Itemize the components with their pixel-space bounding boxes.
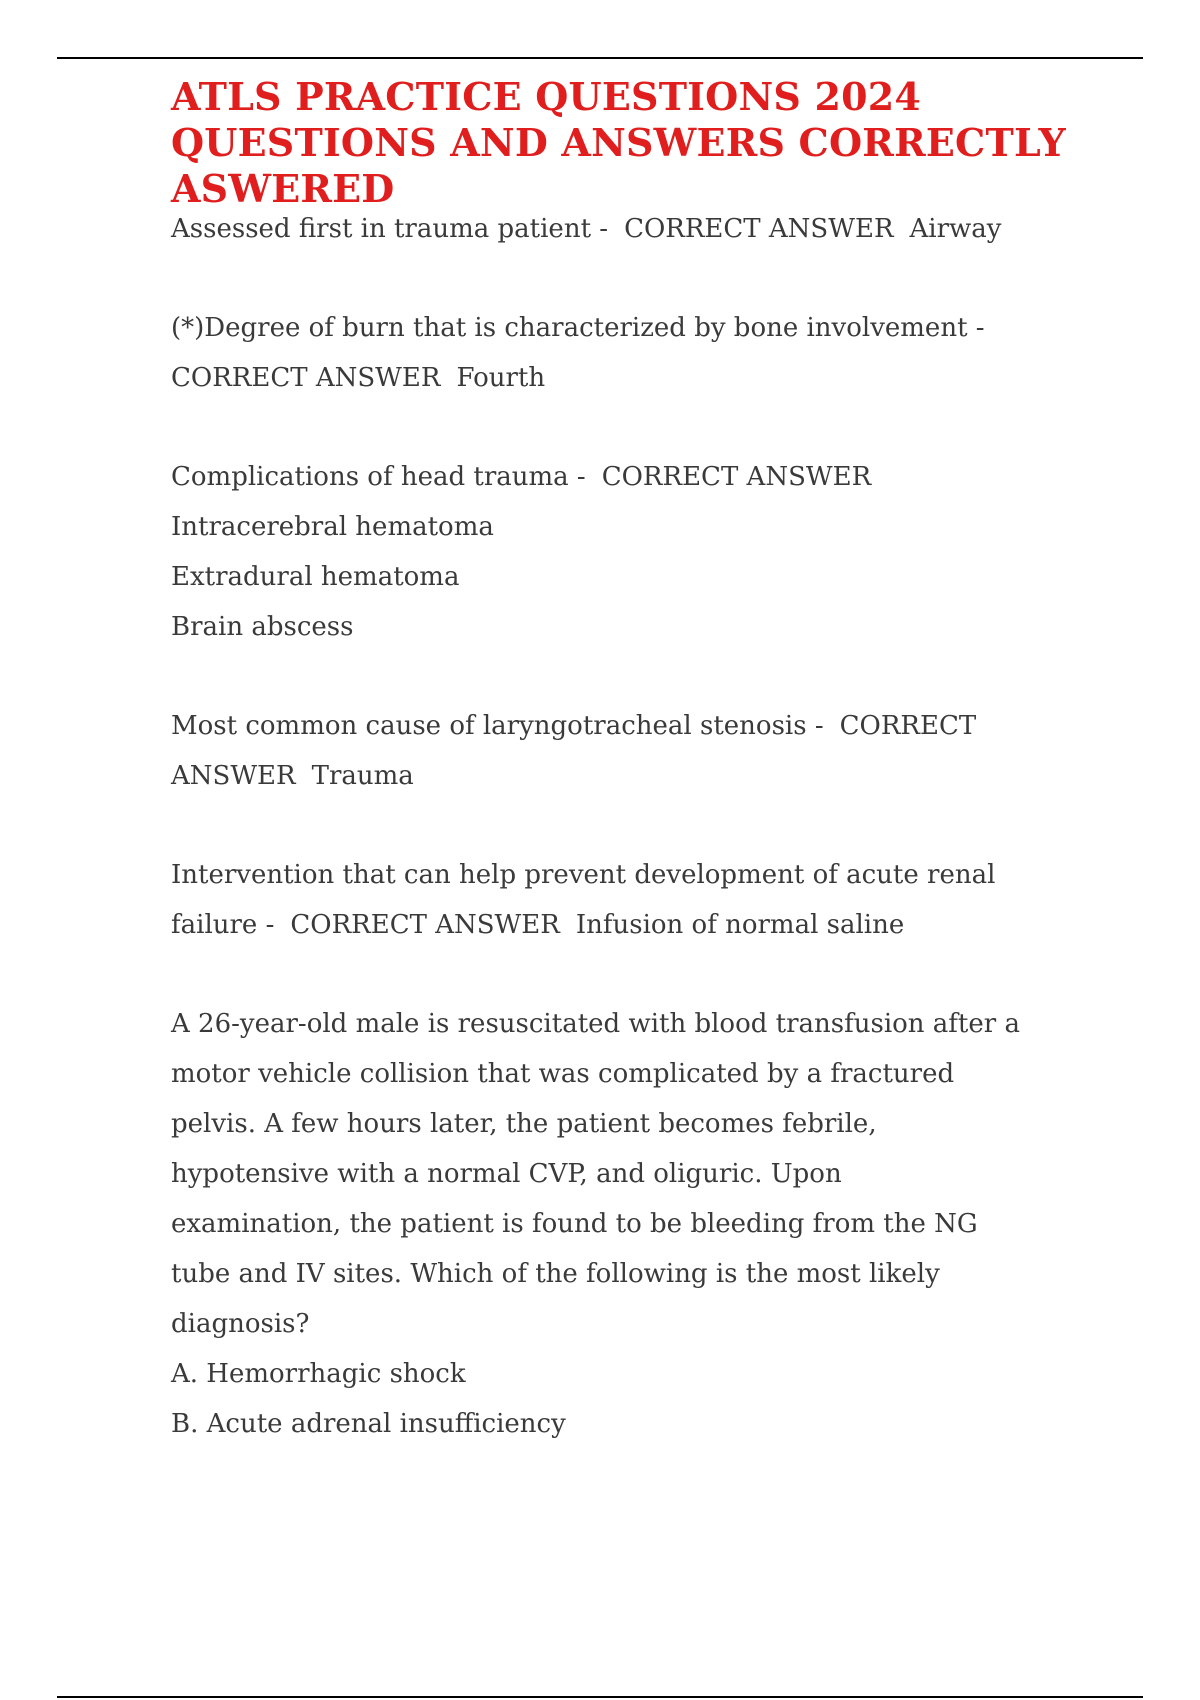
qa-line (171, 900, 1081, 950)
title-line: QUESTIONS AND ANSWERS CORRECTLY (171, 120, 1066, 165)
top-divider (57, 57, 1143, 59)
case-line: motor vehicle collision that was complicated by a fractured (171, 1059, 955, 1089)
question-text: Most common cause of laryngotracheal stenosis - (171, 711, 824, 741)
question-text: Intervention that can help prevent development of acute renal (171, 860, 996, 890)
qa-item (171, 303, 1081, 403)
question-text: (*)Degree of burn that is characterized by bone involvement - (171, 313, 985, 343)
qa-item (171, 452, 1081, 652)
title-line: ATLS PRACTICE QUESTIONS 2024 (171, 74, 922, 119)
answer-marker: CORRECT (839, 711, 977, 741)
qa-line (171, 204, 1081, 254)
qa-list (171, 204, 1081, 1449)
case-line: hypotensive with a normal CVP, and oliguric. Upon (171, 1159, 842, 1189)
case-line: diagnosis? (171, 1309, 310, 1339)
qa-line (171, 701, 1081, 751)
case-line: A 26-year-old male is resuscitated with blood transfusion after a (171, 1009, 1020, 1039)
answer-marker: CORRECT ANSWER (601, 462, 872, 492)
answer-text: Fourth (456, 363, 546, 393)
answer-option: A. Hemorrhagic shock (171, 1359, 466, 1389)
answer-marker: ANSWER (171, 761, 296, 791)
case-line: examination, the patient is found to be bleeding from the NG (171, 1209, 978, 1239)
answer-marker: CORRECT ANSWER (171, 363, 441, 393)
qa-item (171, 204, 1081, 254)
document-title (171, 74, 1081, 212)
case-line: pelvis. A few hours later, the patient becomes febrile, (171, 1109, 877, 1139)
answer-text: Intracerebral hematoma (171, 512, 494, 542)
case-line: tube and IV sites. Which of the following is the most likely (171, 1259, 940, 1289)
document-body (171, 74, 1081, 1449)
qa-line (171, 353, 1081, 403)
answer-text: Airway (909, 214, 1002, 244)
answer-text: Trauma (311, 761, 414, 791)
answer-marker: CORRECT ANSWER (290, 910, 560, 940)
question-text: Complications of head trauma - (171, 462, 586, 492)
qa-line (171, 751, 1081, 801)
qa-item (171, 850, 1081, 950)
qa-item (171, 701, 1081, 801)
answer-marker: CORRECT ANSWER (624, 214, 894, 244)
qa-line (171, 452, 1081, 502)
answer-text: Brain abscess (171, 612, 354, 642)
case-question (171, 999, 1081, 1449)
answer-text: Infusion of normal saline (575, 910, 905, 940)
bottom-divider (57, 1696, 1143, 1698)
question-text: failure - (171, 910, 275, 940)
answer-text: Extradural hematoma (171, 562, 460, 592)
answer-option: B. Acute adrenal insufficiency (171, 1409, 566, 1439)
title-line: ASWERED (171, 166, 395, 211)
question-text: Assessed first in trauma patient - (171, 214, 609, 244)
